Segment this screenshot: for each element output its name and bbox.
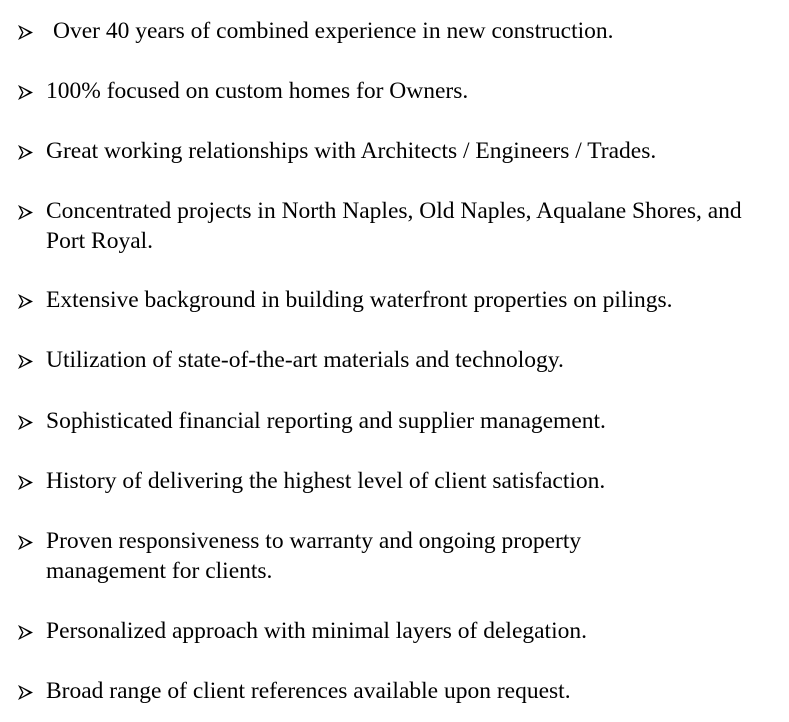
list-item: [0, 345, 789, 375]
arrowhead-bullet-icon: [0, 76, 46, 106]
list-item: [0, 76, 789, 106]
list-item-text: History of delivering the highest level of client satisfaction.: [46, 468, 606, 494]
arrowhead-bullet-icon: [0, 616, 46, 646]
list-item-text: Sophisticated financial reporting and supplier management.: [46, 408, 606, 434]
arrowhead-bullet-icon: [0, 406, 46, 436]
list-item: [0, 285, 789, 315]
list-item-text: Proven responsiveness to warranty and ongoing property management for clients.: [46, 528, 582, 584]
list-item-text: Great working relationships with Architects / Engineers / Trades.: [46, 138, 657, 164]
arrowhead-bullet-icon: [0, 136, 46, 166]
list-item-text: Over 40 years of combined experience in new construction.: [53, 18, 614, 44]
list-item: [0, 526, 789, 586]
list-item: [0, 196, 789, 256]
list-item-text: 100% focused on custom homes for Owners.: [46, 78, 469, 104]
list-item: [0, 676, 789, 706]
list-item: [0, 616, 789, 646]
arrowhead-bullet-icon: [0, 466, 46, 496]
list-item: [0, 406, 789, 436]
arrowhead-bullet-icon: [0, 526, 46, 556]
arrowhead-bullet-icon: [0, 676, 46, 706]
list-item: [0, 136, 789, 166]
list-item-text: Broad range of client references available upon request.: [46, 678, 571, 704]
list-item: [0, 466, 789, 496]
list-item-text: Extensive background in building waterfront properties on pilings.: [46, 287, 673, 313]
list-item-text: Personalized approach with minimal layers of delegation.: [46, 618, 587, 644]
list-item-text: Concentrated projects in North Naples, Old Naples, Aqualane Shores, and Port Royal.: [46, 198, 742, 254]
arrowhead-bullet-icon: [0, 16, 46, 46]
list-item-text: Utilization of state-of-the-art materials and technology.: [46, 347, 564, 373]
arrowhead-bullet-icon: [0, 285, 46, 315]
arrowhead-bullet-icon: [0, 196, 46, 226]
list-item: [0, 16, 789, 46]
arrowhead-bullet-icon: [0, 345, 46, 375]
